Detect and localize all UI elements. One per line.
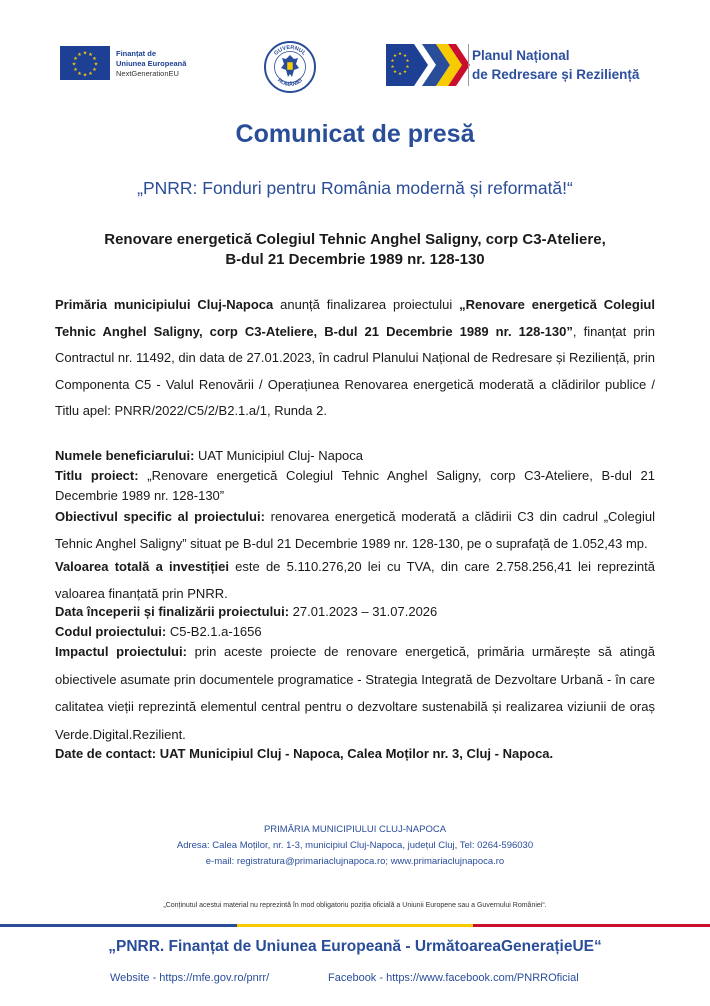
- svg-text:★: ★: [73, 67, 78, 73]
- intro-paragraph: [55, 292, 655, 425]
- page-subtitle: „PNRR: Fonduri pentru România modernă și reformată!“: [137, 178, 573, 198]
- objective-value: renovarea energetică moderată a clădirii C3 din cadrul „Colegiul Tehnic Anghel Saligny” situat pe B-dul 21 Decembrie 1989 nr. 128-130, pe o suprafață de 1.052,43 mp.: [55, 509, 656, 551]
- project-details: [55, 446, 655, 764]
- project-title: [40, 230, 670, 270]
- value-value: este de 5.110.276,20 lei cu TVA, din care 2.758.256,41 lei reprezintă valoarea finanțată prin PNRR.: [55, 559, 655, 601]
- svg-text:★: ★: [88, 52, 93, 58]
- svg-text:★: ★: [88, 71, 93, 77]
- svg-text:★: ★: [390, 59, 395, 64]
- dates-value: 27.01.2023 – 31.07.2026: [289, 604, 438, 619]
- intro-lead-text: anunță finalizarea proiectului: [273, 297, 460, 312]
- impact-row: [55, 638, 655, 748]
- tricolor-red: [473, 924, 710, 927]
- svg-text:★: ★: [402, 54, 408, 59]
- pnrr-flags-icon: [386, 42, 470, 88]
- eu-line1: Finanțat de: [116, 49, 157, 58]
- contact-email[interactable]: e-mail: registratura@primariaclujnapoca.ro; www.primariaclujnapoca.ro: [205, 856, 505, 867]
- dates-row: [55, 602, 655, 622]
- website-link[interactable]: Website - https://mfe.gov.ro/pnrr/: [110, 972, 270, 984]
- intro-lead: Primăria municipiului Cluj-Napoca: [55, 297, 274, 312]
- pnrr-line2: de Redresare și Reziliență: [472, 67, 640, 82]
- beneficiary-value: UAT Municipiul Cluj- Napoca: [194, 448, 364, 463]
- title-label: Titlu proiect:: [55, 468, 139, 483]
- svg-text:★: ★: [93, 61, 99, 68]
- impact-value: prin aceste proiecte de renovare energetică, primăria urmărește să atingă obiectivele asumate prin documentele programatice - Strategia Integrată de Dezvoltare Urbană - în care calitatea vieții reprezintă elementul central pentru o dezvoltare sustenabilă și realizarea viziunii de oraș Verde.Digital.Rezilient.: [55, 644, 656, 742]
- svg-text:★: ★: [82, 72, 88, 79]
- objective-label: Obiectivul specific al proiectului:: [55, 509, 265, 524]
- svg-text:★: ★: [397, 52, 403, 57]
- project-title-line1: Renovare energetică Colegiul Tehnic Anghel Saligny, corp C3-Ateliere,: [104, 231, 606, 248]
- impact-label: Impactul proiectului:: [55, 644, 187, 659]
- beneficiary-label: Numele beneficiarului:: [55, 448, 195, 463]
- code-label: Codul proiectului:: [55, 624, 167, 639]
- svg-text:★: ★: [397, 72, 403, 77]
- tricolor-yellow: [237, 924, 474, 927]
- disclaimer: „Conținutul acestui material nu reprezintă în mod obligatoriu poziția oficială a Uniunii Europene sau a Guvernului României“.: [163, 902, 547, 909]
- pnrr-title: [472, 46, 639, 84]
- page-title: Comunicat de presă: [235, 120, 475, 148]
- contact-address: Adresa: Calea Moților, nr. 1-3, municipiul Cluj-Napoca, județul Cluj, Tel: 0264-596030: [176, 840, 534, 851]
- value-label: Valoarea totală a investiției: [55, 559, 229, 574]
- pnrr-divider: [468, 44, 469, 86]
- svg-text:★: ★: [402, 70, 408, 75]
- svg-text:★: ★: [77, 71, 82, 77]
- svg-text:★: ★: [390, 65, 395, 70]
- title-value: „Renovare energetică Colegiul Tehnic Anghel Saligny, corp C3-Ateliere, B-dul 21 Decembrie 1989 nr. 128-130”: [55, 468, 656, 503]
- svg-text:★: ★: [392, 70, 398, 75]
- intro-project-name: „Renovare energetică Colegiul Tehnic Anghel Saligny, corp C3-Ateliere, B-dul 21 Decembrie 1989 nr. 128-130”: [55, 297, 655, 339]
- svg-text:ROMÂNIEI: ROMÂNIEI: [276, 77, 304, 89]
- pnrr-line1: Planul Național: [472, 48, 570, 63]
- value-row: [55, 553, 655, 607]
- eu-line3: NextGenerationEU: [116, 69, 179, 78]
- contact-block: [0, 822, 710, 870]
- svg-text:GUVERNUL: GUVERNUL: [273, 44, 307, 57]
- title-row: [55, 466, 655, 506]
- objective-row: [55, 503, 655, 557]
- svg-text:★: ★: [71, 61, 77, 68]
- facebook-link[interactable]: Facebook - https://www.facebook.com/PNRROficial: [328, 972, 579, 984]
- code-value: C5-B2.1.a-1656: [166, 624, 262, 639]
- pnrr-logo: [386, 42, 666, 88]
- eu-funding-text: [116, 49, 186, 79]
- project-title-line2: B-dul 21 Decembrie 1989 nr. 128-130: [225, 251, 485, 268]
- svg-text:★: ★: [392, 54, 398, 59]
- romanian-government-seal-icon: [263, 40, 317, 94]
- intro-rest: , finanțat prin Contractul nr. 11492, din data de 27.01.2023, în cadrul Planului Național de Redresare și Reziliență, prin Componenta C5 - Valul Renovării / Operațiunea Renovarea energetică moderată a clădirilor publice / Titlu apel: PNRR/2022/C5/2/B2.1.a/1, Runda 2.: [55, 323, 655, 418]
- svg-text:★: ★: [405, 65, 410, 70]
- contact-row: Date de contact: UAT Municipiul Cluj - Napoca, Calea Moților nr. 3, Cluj - Napoca.: [55, 746, 554, 761]
- svg-text:★: ★: [73, 56, 78, 62]
- svg-text:★: ★: [77, 52, 82, 58]
- beneficiary-row: [55, 446, 655, 466]
- footer-slogan: „PNRR. Finanțat de Uniunea Europeană - UrmătoareaGenerațieUE“: [108, 938, 602, 955]
- svg-text:★: ★: [82, 50, 88, 57]
- tricolor-blue: [0, 924, 237, 927]
- contact-org: PRIMĂRIA MUNICIPIULUI CLUJ-NAPOCA: [263, 824, 447, 835]
- tricolor-divider: [0, 924, 710, 927]
- svg-text:★: ★: [405, 59, 410, 64]
- eu-funding-logo: [60, 46, 254, 84]
- dates-label: Data începerii și finalizării proiectului:: [55, 604, 290, 619]
- svg-text:★: ★: [92, 56, 97, 62]
- eu-line2: Uniunea Europeană: [116, 59, 187, 68]
- svg-text:★: ★: [92, 67, 97, 73]
- eu-flag-icon: [60, 46, 110, 80]
